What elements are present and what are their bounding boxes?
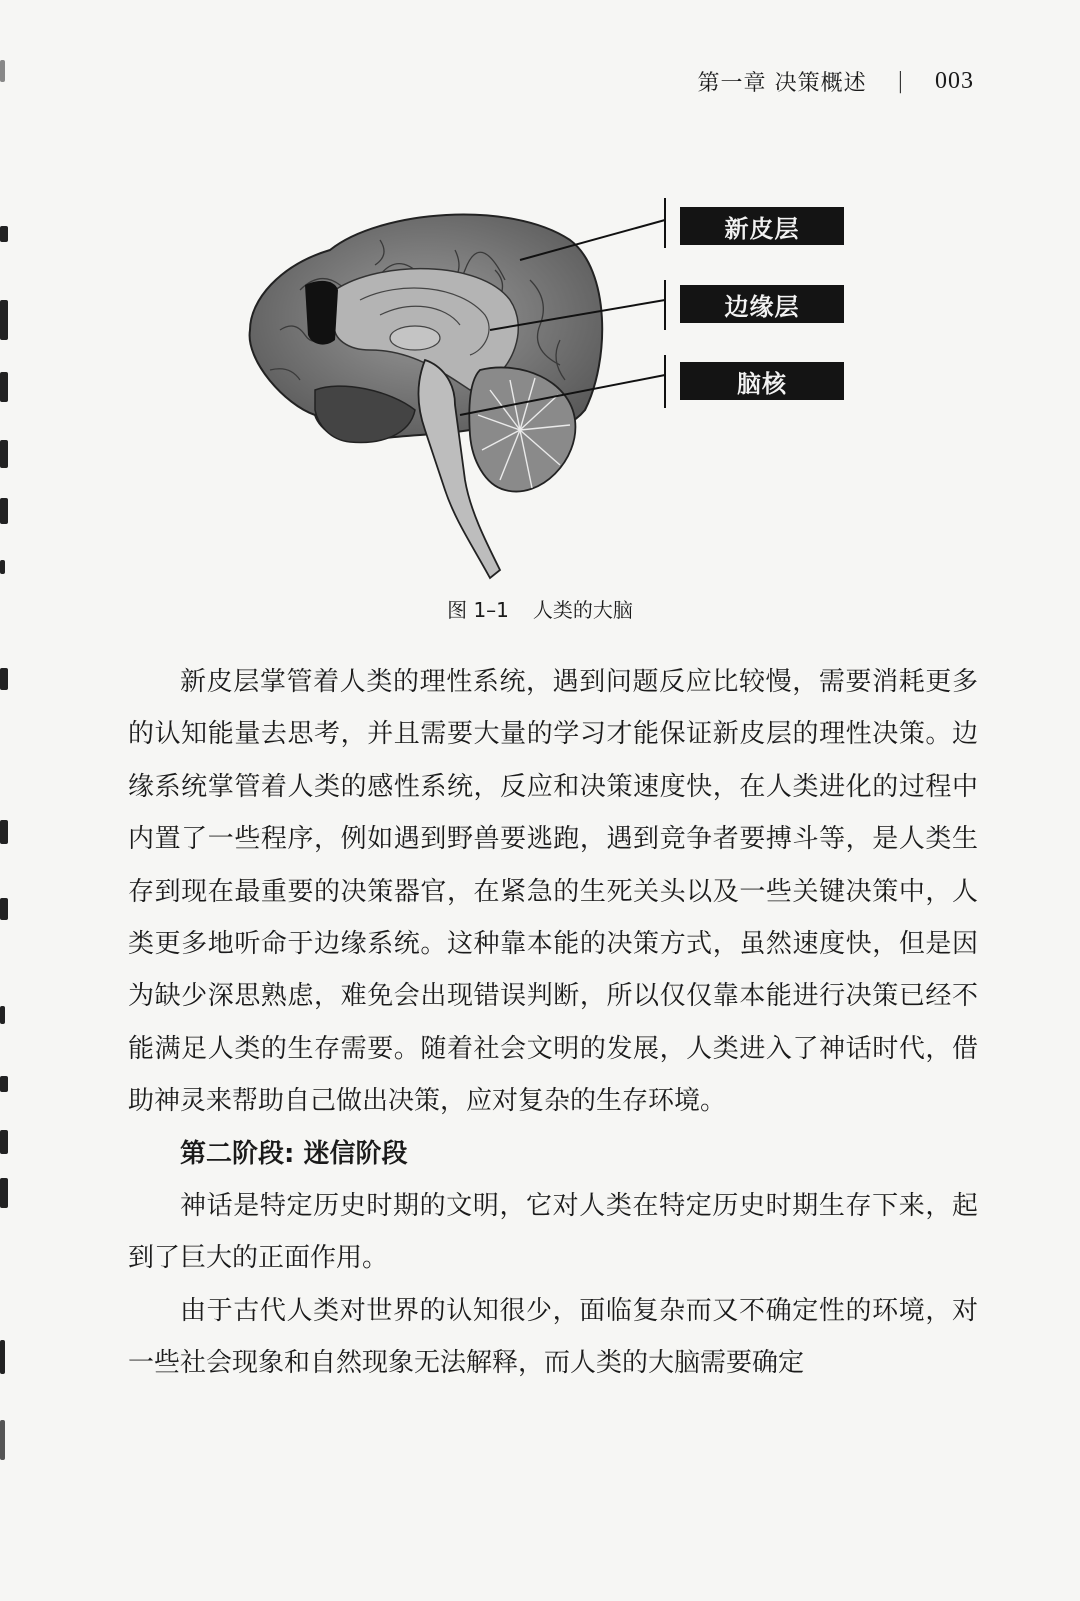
frontal-dark-area — [305, 281, 338, 345]
main-text — [128, 656, 978, 1390]
binding-edge-shadow — [0, 0, 14, 1601]
chapter-title: 决策概述 — [774, 71, 867, 96]
header-separator: | — [896, 69, 905, 94]
paragraph: 新皮层掌管着人类的理性系统，遇到问题反应比较慢，需要消耗更多的认知能量去思考，并且需要大量的学习才能保证新皮层的理性决策。边缘系统掌管着人类的感性系统，反应和决策速度快，在人类进化的过程中内置了一些程序，例如遇到野兽要逃跑，遇到竞争者要搏斗等，是人类生存到现在最重要的决策器官，在紧急的生死关头以及一些关键决策中，人类更多地听命于边缘系统。这种靠本能的决策方式，虽然速度快，但是因为缺少深思熟虑，难免会出现错误判断，所以仅仅靠本能进行决策已经不能满足人类的生存需要。随着社会文明的发展，人类进入了神话时代，借助神灵来帮助自己做出决策，应对复杂的生存环境。 — [128, 667, 978, 1117]
section-heading: 第二阶段: 迷信阶段 — [180, 1138, 408, 1169]
running-header — [698, 66, 974, 97]
paragraph: 由于古代人类对世界的认知很少，面临复杂而又不确定性的环境，对一些社会现象和自然现象无法解释，而人类的大脑需要确定 — [128, 1295, 978, 1379]
paragraph: 神话是特定历史时期的文明，它对人类在特定历史时期生存下来，起到了巨大的正面作用。 — [128, 1191, 978, 1274]
label-brain-core: 脑核 — [680, 362, 844, 400]
brain-figure — [240, 190, 860, 590]
chapter-number: 第一章 — [697, 71, 767, 96]
figure-caption — [0, 594, 1080, 623]
page-number: 003 — [935, 68, 974, 94]
caption-number: 图 1–1 — [447, 598, 509, 622]
caption-text: 人类的大脑 — [532, 598, 633, 622]
label-neocortex: 新皮层 — [680, 207, 844, 245]
label-limbic: 边缘层 — [680, 285, 844, 323]
